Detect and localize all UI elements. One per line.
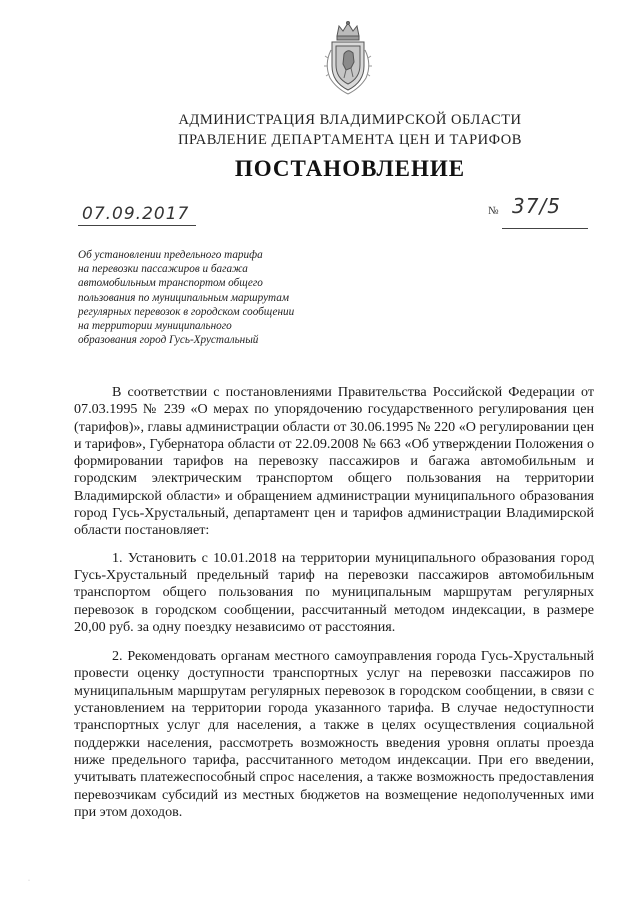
subject-line: на территории муниципального: [78, 320, 232, 333]
number-underline: [502, 228, 588, 229]
subject-line: на перевозки пассажиров и багажа: [78, 263, 248, 276]
preamble-paragraph: В соответствии с постановлениями Правительства Российской Федерации от 07.03.1995 № 239 «О мерах по упорядочению государственного регулирования цен (тарифов)», главы администрации области от 30.06.1995 № 220 «О регулировании цен и тарифов», Губернатора области от 22.09.2008 № 663 «Об утверждении Положения о формировании тарифов на перевозку пассажиров и багажа автомобильным и городским электрическим транспортом общего пользования на территории Владимирской области» и обращением администрации муниципального образования город Гусь-Хрустальный, департамент цен и тарифов администрации Владимирской области постановляет:: [74, 384, 594, 539]
item-2-paragraph: 2. Рекомендовать органам местного самоуправления города Гусь-Хрустальный провести оценку доступности транспортных услуг на перевозки пассажиров по муниципальным маршрутам регулярных перевозок в городском сообщении, в связи с установлением на территории города указанного тарифа. В случае недоступности транспортных услуг для населения, а также в целях осуществления социальной поддержки населения, рассмотреть возможность введения уровня оплаты проезда ниже предельного тарифа, рассчитанного методом индексации. При его введении, учитывать платежеспособный спрос населения, а также возможность предоставления перевозчикам субсидий из местных бюджетов на возмещение недополученных ими при этом доходов.: [74, 648, 594, 820]
header-line-2: ПРАВЛЕНИЕ ДЕПАРТАМЕНТА ЦЕН И ТАРИФОВ: [178, 132, 522, 148]
date-underline: [78, 225, 196, 226]
scan-mark: ·: [28, 878, 30, 884]
document-title: ПОСТАНОВЛЕНИЕ: [234, 156, 466, 181]
subject-line: регулярных перевозок в городском сообщении: [78, 305, 295, 318]
subject-line: образования город Гусь-Хрустальный: [78, 334, 259, 347]
subject-line: Об установлении предельного тарифа: [78, 249, 263, 261]
subject-line: пользования по муниципальным маршрутам: [78, 291, 289, 304]
document-number: 37/5: [512, 194, 561, 218]
number-label: №: [488, 205, 499, 217]
item-1-paragraph: 1. Установить с 10.01.2018 на территории муниципального образования город Гусь-Хрустальный предельный тариф на перевозки пассажиров автомобильным транспортом общего пользования по муниципальным маршрутам регулярных перевозок в городском сообщении, рассчитанный методом индексации, в размере 20,00 руб. за одну поездку независимо от расстояния.: [74, 549, 594, 635]
document-date: 07.09.2017: [82, 204, 190, 224]
header-line-1: АДМИНИСТРАЦИЯ ВЛАДИМИРСКОЙ ОБЛАСТИ: [178, 112, 522, 128]
coat-of-arms-icon: [322, 20, 374, 98]
document-body: [74, 384, 594, 821]
subject-line: автомобильным транспортом общего: [78, 277, 263, 290]
document-subject: [78, 248, 378, 347]
